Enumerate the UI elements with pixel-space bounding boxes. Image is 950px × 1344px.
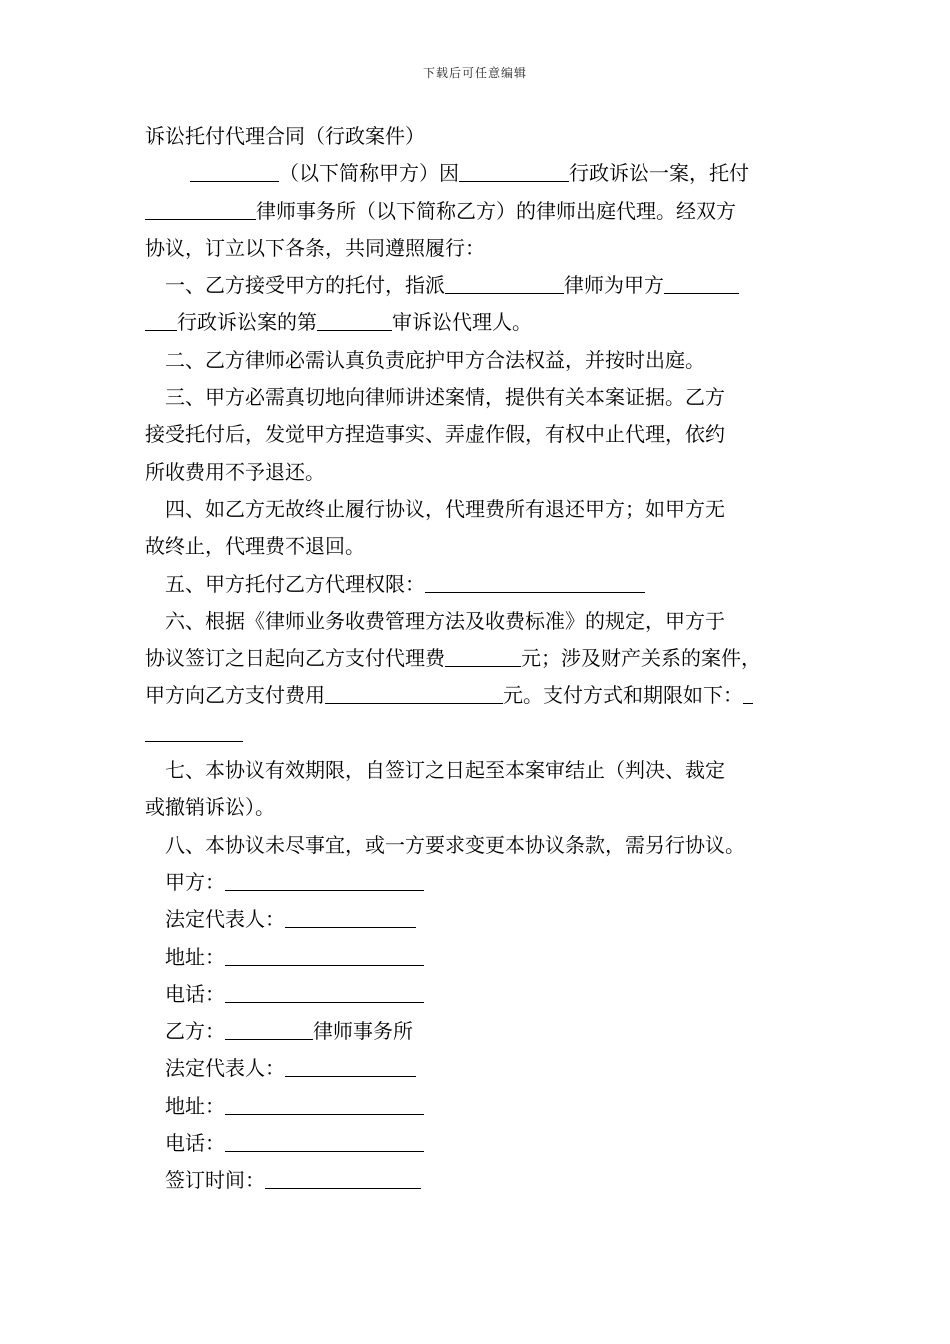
intro-text-2a: 律师事务所（以下简称乙方）的律师出庭代理。经双方 <box>256 198 736 223</box>
intro-line-1 <box>145 155 810 192</box>
clause-1-text-d: 审诉讼代理人。 <box>392 310 532 335</box>
clause-6-line-1: 六、根据《律师业务收费管理方法及收费标准》的规定，甲方于 <box>165 608 725 633</box>
blank-law-firm[interactable] <box>145 199 256 220</box>
clause-6-line-4 <box>145 715 810 752</box>
party-b-name-suffix: 律师事务所 <box>313 1019 413 1044</box>
clause-6-line-2 <box>145 640 810 677</box>
party-b-rep-blank[interactable] <box>285 1056 416 1077</box>
party-b-rep-label: 法定代表人： <box>165 1056 285 1081</box>
party-b-rep-row <box>145 1050 810 1087</box>
clause-5-text: 五、甲方托付乙方代理权限： <box>165 571 425 596</box>
party-a-rep-label: 法定代表人： <box>165 907 285 932</box>
party-a-addr-blank[interactable] <box>225 945 424 966</box>
party-a-phone-blank[interactable] <box>225 982 424 1003</box>
clause-3-line-1: 三、甲方必需真切地向律师讲述案情，提供有关本案证据。乙方 <box>165 385 725 410</box>
party-a-addr-row <box>145 939 810 976</box>
blank-case[interactable] <box>459 161 569 182</box>
party-a-name-blank[interactable] <box>225 870 424 891</box>
blank-party-a-2[interactable] <box>664 273 739 294</box>
party-a-name-label: 甲方： <box>165 869 225 894</box>
intro-text-1a: （以下简称甲方）因 <box>279 161 459 186</box>
party-b-name-blank[interactable] <box>225 1019 313 1040</box>
blank-party-a[interactable] <box>190 161 279 182</box>
signing-date-label: 签订时间： <box>165 1168 265 1193</box>
clause-6-text-3b: 元。支付方式和期限如下： <box>503 683 743 708</box>
party-b-phone-row <box>145 1125 810 1162</box>
signing-date-blank[interactable] <box>265 1168 421 1189</box>
clause-1-line-2 <box>145 304 810 341</box>
page-header: 下载后可任意编辑 <box>422 66 527 80</box>
contract-body <box>145 118 810 1200</box>
clause-2: 二、乙方律师必需认真负责庇护甲方合法权益，并按时出庭。 <box>165 347 705 372</box>
clause-4-line-2: 故终止，代理费不退回。 <box>145 534 365 559</box>
party-b-addr-row <box>145 1088 810 1125</box>
party-b-addr-label: 地址： <box>165 1093 225 1118</box>
clause-6-text-3a: 甲方向乙方支付费用 <box>145 683 325 708</box>
signing-date-row <box>145 1162 810 1199</box>
clause-6-text-2a: 协议签订之日起向乙方支付代理费 <box>145 646 445 671</box>
party-b-phone-blank[interactable] <box>225 1131 424 1152</box>
clause-1-line-1 <box>145 267 810 304</box>
blank-lawyer[interactable] <box>445 273 564 294</box>
party-b-phone-label: 电话： <box>165 1131 225 1156</box>
clause-1-text-c: 行政诉讼案的第 <box>177 310 317 335</box>
blank-property-fee[interactable] <box>325 683 503 704</box>
party-a-phone-row <box>145 976 810 1013</box>
intro-line-3: 协议，订立以下各条，共同遵照履行： <box>145 235 485 260</box>
clause-6-line-3 <box>145 677 810 714</box>
party-b-addr-blank[interactable] <box>225 1094 424 1115</box>
intro-text-1b: 行政诉讼一案，托付 <box>569 161 749 186</box>
blank-agency-fee[interactable] <box>445 646 521 667</box>
blank-authority[interactable] <box>425 572 645 593</box>
clause-5 <box>145 566 810 603</box>
clause-7-line-2: 或撤销诉讼）。 <box>145 795 275 820</box>
intro-line-2 <box>145 193 810 230</box>
blank-payment-terms-cont[interactable] <box>145 721 243 742</box>
party-a-rep-blank[interactable] <box>285 907 416 928</box>
clause-7-line-1: 七、本协议有效期限，自签订之日起至本案审结止（判决、裁定 <box>165 758 725 783</box>
clause-3-line-2: 接受托付后，发觉甲方捏造事实、弄虚作假，有权中止代理，依约 <box>145 422 725 447</box>
clause-6-text-2b: 元；涉及财产关系的案件， <box>521 646 761 671</box>
clause-8: 八、本协议未尽事宜，或一方要求变更本协议条款，需另行协议。 <box>165 832 745 857</box>
blank-party-a-2-cont[interactable] <box>145 310 177 331</box>
party-b-name-row <box>145 1013 810 1050</box>
clause-3-line-3: 所收费用不予退还。 <box>145 459 325 484</box>
party-a-addr-label: 地址： <box>165 944 225 969</box>
clause-4-line-1: 四、如乙方无故终止履行协议，代理费所有退还甲方；如甲方无 <box>165 496 725 521</box>
party-a-rep-row <box>145 901 810 938</box>
blank-instance[interactable] <box>317 310 392 331</box>
party-a-name-row <box>145 864 810 901</box>
party-a-phone-label: 电话： <box>165 981 225 1006</box>
party-b-name-label: 乙方： <box>165 1019 225 1044</box>
clause-1-text-a: 一、乙方接受甲方的托付，指派 <box>165 273 445 298</box>
clause-1-text-b: 律师为甲方 <box>564 273 664 298</box>
contract-title: 诉讼托付代理合同（行政案件） <box>145 124 425 148</box>
blank-payment-terms[interactable] <box>743 683 753 704</box>
